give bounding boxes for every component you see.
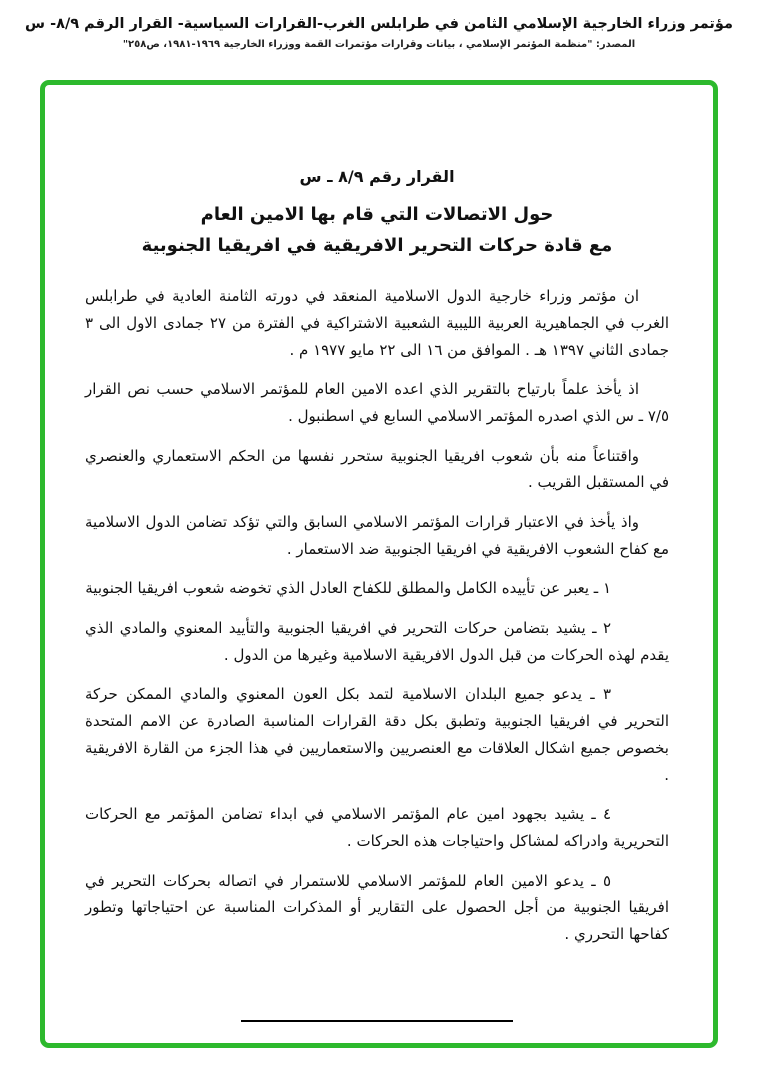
document-body xyxy=(85,283,669,947)
header-title-line: مؤتمر وزراء الخارجية الإسلامي الثامن في طرابلس الغرب-القرارات السياسية- القرار الرقم ٨/٩- س xyxy=(25,16,733,32)
paragraph: واقتناعاً منه بأن شعوب افريقيا الجنوبية ستحرر نفسها من الحكم الاستعماري والعنصري في المستقبل القريب . xyxy=(85,446,669,492)
header-source-line: المصدر: "منظمة المؤتمر الإسلامي ، بيانات وقرارات مؤتمرات القمة ووزراء الخارجية ١٩٦٩-١٩٨١، ص٢٥٨" xyxy=(122,39,636,50)
resolution-subtitle-line1: حول الاتصالات التي قام بها الامين العام xyxy=(200,204,554,225)
footer-separator-line xyxy=(241,1020,513,1022)
resolution-subtitle-line2: مع قادة حركات التحرير الافريقية في افريقيا الجنوبية xyxy=(141,234,613,256)
numbered-item: ٣ ـ يدعو جميع البلدان الاسلامية لتمد بكل العون المعنوي والمادي الممكن حركة التحرير في افريقيا الجنوبية وتطبق بكل دقة القرارات المناسبة الصادرة عن الامم المتحدة بخصوص جميع اشكال العلاقات مع العنصريين والاستعماريين في هذا الجزء من القارة الافريقية . xyxy=(85,685,669,784)
numbered-item: ١ ـ يعبر عن تأييده الكامل والمطلق للكفاح العادل الذي تخوضه شعوب افريقيا الجنوبية xyxy=(85,579,611,598)
paragraph: ان مؤتمر وزراء خارجية الدول الاسلامية المنعقد في دورته الثامنة العادية في طرابلس الغرب في الجماهيرية العربية الليبية الشعبية الاشتراكية في الفترة من ٢٧ جمادى الاول الى ٣ جمادى الثاني ١٣٩٧ هـ . الموافق من ١٦ الى ٢٢ مايو ١٩٧٧ م . xyxy=(85,287,669,359)
resolution-number-title: القرار رقم ٨/٩ ـ س xyxy=(299,167,455,186)
document-content xyxy=(45,85,713,1022)
numbered-item: ٥ ـ يدعو الامين العام للمؤتمر الاسلامي للاستمرار في اتصاله بحركات التحرير في افريقيا الجنوبية من أجل الحصول على التقارير أو المذكرات المناسبة عن احتياجاتها وتطور كفاحها التحرري . xyxy=(85,871,669,943)
numbered-item: ٢ ـ يشيد بتضامن حركات التحرير في افريقيا الجنوبية والتأييد المعنوي والمادي الذي يقدم لهذه الحركات من قبل الدول الافريقية الاسلامية وغيرها من الدول . xyxy=(85,619,669,664)
paragraph: واذ يأخذ في الاعتبار قرارات المؤتمر الاسلامي السابق والتي تؤكد تضامن الدول الاسلامية مع كفاح الشعوب الافريقية في افريقيا الجنوبية ضد الاستعمار . xyxy=(85,513,669,558)
page-header xyxy=(0,0,758,50)
paragraph: اذ يأخذ علماً بارتياح بالتقرير الذي اعده الامين العام للمؤتمر الاسلامي حسب نص القرار ٧/٥ ـ س الذي اصدره المؤتمر الاسلامي السابع في اسطنبول . xyxy=(85,380,669,425)
numbered-item: ٤ ـ يشيد بجهود امين عام المؤتمر الاسلامي في ابداء تضامن المؤتمر مع الحركات التحريرية وادراكه لمشاكل واحتياجات هذه الحركات . xyxy=(85,805,669,850)
document-frame xyxy=(40,80,718,1048)
